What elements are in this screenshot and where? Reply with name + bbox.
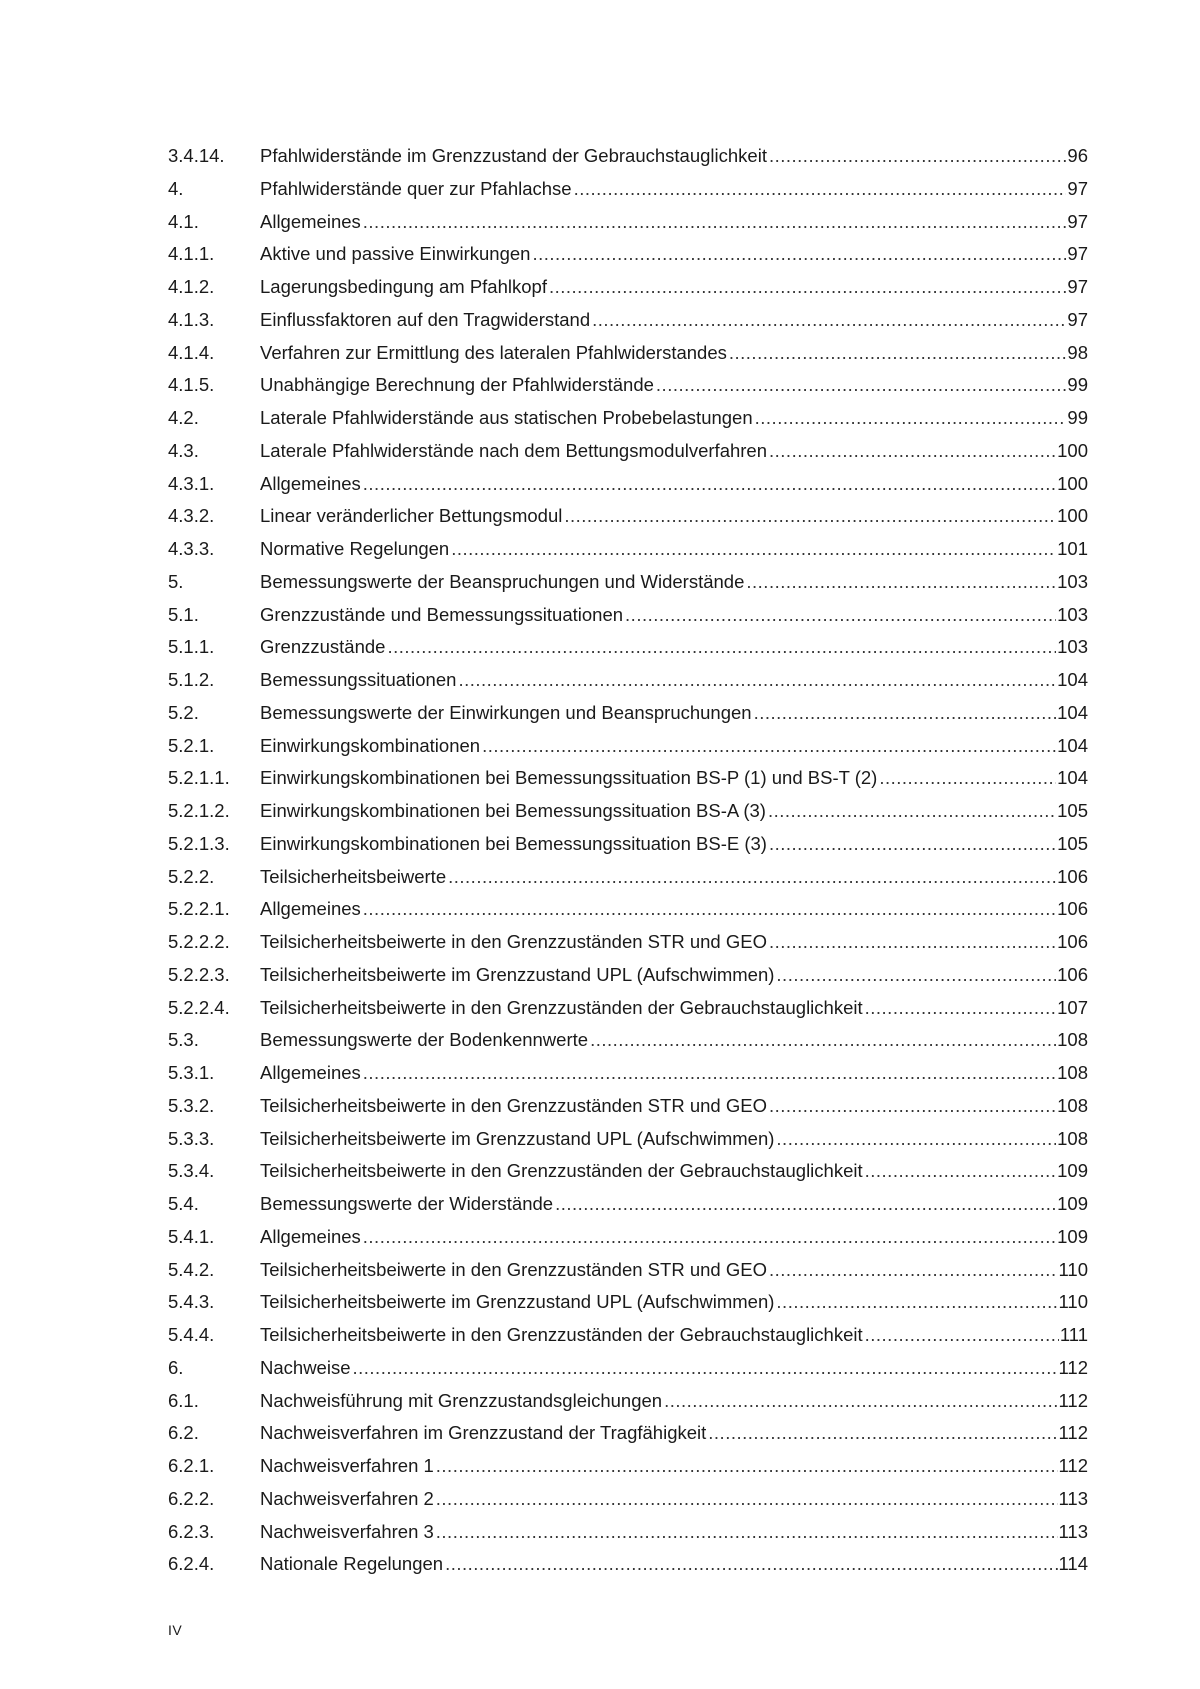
toc-dot-leader bbox=[865, 992, 1057, 1025]
toc-entry-title: Grenzzustände bbox=[260, 636, 386, 658]
toc-dot-leader bbox=[363, 1057, 1056, 1090]
toc-entry-number: 5.4.3. bbox=[168, 1291, 215, 1313]
toc-entry-title: Allgemeines bbox=[260, 1225, 361, 1247]
toc-entry[interactable] bbox=[168, 468, 1088, 501]
toc-entry-page-number: 108 bbox=[1057, 1062, 1088, 1083]
toc-entry[interactable] bbox=[168, 140, 1088, 173]
toc-entry-title: Allgemeines bbox=[260, 898, 361, 920]
toc-entry[interactable] bbox=[168, 1221, 1088, 1254]
toc-dot-leader bbox=[363, 468, 1056, 501]
toc-entry-title: Normative Regelungen bbox=[260, 538, 450, 559]
toc-dot-leader bbox=[363, 206, 1067, 239]
toc-entry[interactable] bbox=[168, 1057, 1088, 1090]
toc-entry[interactable] bbox=[168, 828, 1088, 861]
toc-entry-number: 4.1.5. bbox=[168, 374, 215, 396]
toc-entry[interactable] bbox=[168, 500, 1088, 533]
toc-entry-page-number: 97 bbox=[1067, 177, 1088, 199]
toc-entry[interactable] bbox=[168, 1483, 1088, 1516]
toc-entry-page-number: 100 bbox=[1057, 439, 1088, 461]
toc-entry[interactable] bbox=[168, 1548, 1088, 1581]
toc-entry-number: 5.4. bbox=[168, 1193, 199, 1214]
toc-entry-number: 5.1.2. bbox=[168, 669, 215, 690]
toc-entry-number: 5.3.4. bbox=[168, 1160, 215, 1182]
toc-entry-page-number: 104 bbox=[1057, 734, 1088, 756]
toc-entry[interactable] bbox=[168, 762, 1088, 795]
toc-entry-number: 5. bbox=[168, 570, 184, 592]
toc-entry[interactable] bbox=[168, 631, 1088, 664]
toc-entry-page-number: 99 bbox=[1067, 407, 1088, 428]
toc-dot-leader bbox=[458, 664, 1056, 697]
toc-dot-leader bbox=[769, 435, 1056, 468]
toc-dot-leader bbox=[755, 402, 1067, 435]
toc-entry[interactable] bbox=[168, 959, 1088, 992]
toc-entry-number: 6.2. bbox=[168, 1422, 199, 1444]
toc-entry-number: 4.1.2. bbox=[168, 276, 215, 297]
toc-entry-title: Pfahlwiderstände im Grenzzustand der Gebrauchstauglichkeit bbox=[260, 145, 767, 166]
toc-entry-title: Allgemeines bbox=[260, 210, 361, 232]
toc-entry[interactable] bbox=[168, 795, 1088, 828]
toc-entry-page-number: 111 bbox=[1059, 1324, 1088, 1345]
toc-entry-page-number: 103 bbox=[1057, 636, 1088, 658]
toc-entry-page-number: 97 bbox=[1067, 308, 1088, 330]
toc-entry[interactable] bbox=[168, 1090, 1088, 1123]
toc-dot-leader bbox=[865, 1155, 1057, 1188]
toc-entry-page-number: 104 bbox=[1057, 767, 1088, 789]
toc-dot-leader bbox=[776, 959, 1056, 992]
toc-entry-title: Nachweisverfahren im Grenzzustand der Tragfähigkeit bbox=[260, 1422, 707, 1444]
toc-entry-number: 5.2.1. bbox=[168, 734, 215, 756]
toc-entry[interactable] bbox=[168, 1450, 1088, 1483]
toc-entry[interactable] bbox=[168, 369, 1088, 402]
toc-entry-number: 5.2.1.2. bbox=[168, 800, 230, 821]
toc-entry-number: 6.2.4. bbox=[168, 1553, 215, 1575]
toc-entry-page-number: 112 bbox=[1058, 1356, 1088, 1378]
toc-dot-leader bbox=[532, 238, 1066, 271]
toc-entry-number: 6. bbox=[168, 1356, 184, 1378]
toc-dot-leader bbox=[708, 1417, 1057, 1450]
toc-entry-title: Einwirkungskombinationen bei Bemessungssituation BS-A (3) bbox=[260, 800, 766, 821]
toc-entry[interactable] bbox=[168, 566, 1088, 599]
toc-entry-number: 4.3.1. bbox=[168, 472, 215, 494]
toc-dot-leader bbox=[754, 697, 1057, 730]
toc-entry-title: Teilsicherheitsbeiwerte in den Grenzzuständen STR und GEO bbox=[260, 1258, 767, 1280]
toc-entry-title: Bemessungswerte der Bodenkennwerte bbox=[260, 1029, 589, 1051]
toc-entry-title: Teilsicherheitsbeiwerte im Grenzzustand UPL (Aufschwimmen) bbox=[260, 1127, 775, 1149]
toc-entry[interactable] bbox=[168, 1319, 1088, 1352]
toc-entry-page-number: 109 bbox=[1057, 1193, 1088, 1214]
toc-dot-leader bbox=[574, 173, 1067, 206]
toc-entry-title: Teilsicherheitsbeiwerte bbox=[260, 865, 447, 887]
toc-dot-leader bbox=[451, 533, 1056, 566]
page-number-footer: IV bbox=[168, 1622, 183, 1638]
toc-entry-page-number: 97 bbox=[1067, 276, 1088, 297]
toc-entry[interactable] bbox=[168, 1188, 1088, 1221]
toc-dot-leader bbox=[769, 926, 1056, 959]
toc-entry[interactable] bbox=[168, 1417, 1088, 1450]
toc-entry-title: Allgemeines bbox=[260, 1062, 361, 1083]
toc-entry[interactable] bbox=[168, 206, 1088, 239]
toc-entry[interactable] bbox=[168, 697, 1088, 730]
toc-entry-number: 4.2. bbox=[168, 407, 199, 428]
toc-dot-leader bbox=[776, 1286, 1057, 1319]
toc-dot-leader bbox=[549, 271, 1066, 304]
toc-entry[interactable] bbox=[168, 304, 1088, 337]
toc-dot-leader bbox=[768, 795, 1056, 828]
toc-entry-number: 5.2.2.2. bbox=[168, 931, 230, 952]
toc-entry[interactable] bbox=[168, 402, 1088, 435]
toc-dot-leader bbox=[555, 1188, 1056, 1221]
toc-entry-title: Teilsicherheitsbeiwerte in den Grenzzuständen STR und GEO bbox=[260, 1094, 767, 1116]
toc-entry-page-number: 101 bbox=[1057, 538, 1088, 559]
toc-entry-title: Verfahren zur Ermittlung des lateralen Pfahlwiderstandes bbox=[260, 341, 727, 363]
toc-entry-number: 5.3.1. bbox=[168, 1062, 215, 1083]
toc-entry-page-number: 108 bbox=[1057, 1094, 1088, 1116]
toc-entry-number: 4.3. bbox=[168, 439, 199, 461]
toc-entry-page-number: 105 bbox=[1057, 832, 1088, 854]
toc-entry-number: 4.1.1. bbox=[168, 243, 215, 265]
toc-entry-title: Nationale Regelungen bbox=[260, 1553, 444, 1575]
toc-dot-leader bbox=[769, 1090, 1056, 1123]
toc-entry-page-number: 110 bbox=[1058, 1291, 1088, 1313]
toc-entry-title: Nachweise bbox=[260, 1356, 351, 1378]
toc-entry-page-number: 99 bbox=[1067, 374, 1088, 396]
toc-entry-number: 4.1.4. bbox=[168, 341, 215, 363]
toc-dot-leader bbox=[436, 1450, 1058, 1483]
toc-dot-leader bbox=[865, 1319, 1059, 1352]
toc-entry-page-number: 112 bbox=[1058, 1422, 1088, 1444]
toc-dot-leader bbox=[769, 1254, 1058, 1287]
toc-dot-leader bbox=[769, 140, 1066, 173]
toc-entry-title: Nachweisverfahren 3 bbox=[260, 1520, 434, 1542]
toc-entry-page-number: 107 bbox=[1057, 996, 1088, 1018]
toc-entry[interactable] bbox=[168, 992, 1088, 1025]
toc-dot-leader bbox=[445, 1548, 1057, 1581]
toc-entry-number: 6.2.2. bbox=[168, 1487, 215, 1509]
toc-entry[interactable] bbox=[168, 861, 1088, 894]
toc-entry-title: Teilsicherheitsbeiwerte in den Grenzzuständen der Gebrauchstauglichkeit bbox=[260, 1160, 863, 1182]
toc-entry-number: 4.3.2. bbox=[168, 505, 215, 527]
toc-entry-number: 5.4.1. bbox=[168, 1225, 215, 1247]
toc-entry[interactable] bbox=[168, 238, 1088, 271]
toc-entry-title: Laterale Pfahlwiderstände aus statischen Probebelastungen bbox=[260, 407, 753, 428]
toc-entry-number: 5.2.2.4. bbox=[168, 996, 230, 1018]
toc-entry-page-number: 104 bbox=[1057, 701, 1088, 723]
toc-entry-title: Aktive und passive Einwirkungen bbox=[260, 243, 531, 265]
toc-entry-title: Teilsicherheitsbeiwerte in den Grenzzuständen der Gebrauchstauglichkeit bbox=[260, 996, 863, 1018]
toc-entry-title: Lagerungsbedingung am Pfahlkopf bbox=[260, 276, 547, 297]
toc-entry-page-number: 113 bbox=[1058, 1520, 1088, 1542]
toc-dot-leader bbox=[769, 828, 1056, 861]
toc-entry-page-number: 104 bbox=[1057, 669, 1088, 690]
toc-entry-title: Grenzzustände und Bemessungssituationen bbox=[260, 603, 624, 625]
toc-entry-number: 5.3. bbox=[168, 1029, 199, 1051]
toc-dot-leader bbox=[625, 599, 1056, 632]
toc-entry-title: Nachweisführung mit Grenzzustandsgleichungen bbox=[260, 1389, 663, 1411]
toc-entry-page-number: 108 bbox=[1057, 1127, 1088, 1149]
toc-entry-number: 5.2.1.3. bbox=[168, 832, 230, 854]
toc-entry-title: Bemessungswerte der Einwirkungen und Beanspruchungen bbox=[260, 701, 752, 723]
toc-entry[interactable] bbox=[168, 1385, 1088, 1418]
toc-entry-number: 4.3.3. bbox=[168, 538, 215, 559]
toc-entry[interactable] bbox=[168, 271, 1088, 304]
toc-entry-page-number: 105 bbox=[1057, 800, 1088, 821]
toc-entry-number: 5.3.2. bbox=[168, 1094, 215, 1116]
toc-dot-leader bbox=[746, 566, 1056, 599]
toc-entry-title: Pfahlwiderstände quer zur Pfahlachse bbox=[260, 177, 572, 199]
toc-dot-leader bbox=[363, 893, 1056, 926]
toc-entry-page-number: 106 bbox=[1057, 963, 1088, 985]
toc-entry-page-number: 97 bbox=[1067, 243, 1088, 265]
toc-entry[interactable] bbox=[168, 1123, 1088, 1156]
toc-entry-title: Nachweisverfahren 2 bbox=[260, 1487, 434, 1509]
toc-entry[interactable] bbox=[168, 337, 1088, 370]
toc-entry[interactable] bbox=[168, 1024, 1088, 1057]
toc-entry-number: 5.4.2. bbox=[168, 1258, 215, 1280]
toc-entry-number: 5.1.1. bbox=[168, 636, 215, 658]
toc-entry-page-number: 109 bbox=[1057, 1160, 1088, 1182]
toc-dot-leader bbox=[448, 861, 1056, 894]
toc-dot-leader bbox=[363, 1221, 1056, 1254]
toc-entry-title: Einwirkungskombinationen bbox=[260, 734, 481, 756]
toc-entry-page-number: 98 bbox=[1067, 341, 1088, 363]
toc-entry-page-number: 103 bbox=[1057, 603, 1088, 625]
toc-dot-leader bbox=[564, 500, 1056, 533]
toc-entry-number: 4. bbox=[168, 177, 184, 199]
toc-entry-title: Nachweisverfahren 1 bbox=[260, 1455, 434, 1476]
toc-entry-number: 6.2.3. bbox=[168, 1520, 215, 1542]
toc-entry-title: Teilsicherheitsbeiwerte im Grenzzustand UPL (Aufschwimmen) bbox=[260, 1291, 775, 1313]
toc-entry-page-number: 100 bbox=[1057, 505, 1088, 527]
toc-dot-leader bbox=[436, 1516, 1058, 1549]
toc-entry-title: Einwirkungskombinationen bei Bemessungssituation BS-P (1) und BS-T (2) bbox=[260, 767, 878, 789]
toc-entry-title: Allgemeines bbox=[260, 472, 361, 494]
toc-entry-page-number: 106 bbox=[1057, 898, 1088, 920]
toc-dot-leader bbox=[590, 1024, 1056, 1057]
toc-entry-number: 3.4.14. bbox=[168, 145, 225, 166]
toc-entry[interactable] bbox=[168, 435, 1088, 468]
toc-entry-title: Einflussfaktoren auf den Tragwiderstand bbox=[260, 308, 591, 330]
toc-dot-leader bbox=[387, 631, 1056, 664]
toc-entry-page-number: 103 bbox=[1057, 570, 1088, 592]
toc-entry-page-number: 114 bbox=[1058, 1553, 1088, 1575]
toc-entry-page-number: 96 bbox=[1067, 145, 1088, 166]
toc-entry-page-number: 100 bbox=[1057, 472, 1088, 494]
toc-entry-page-number: 113 bbox=[1058, 1487, 1088, 1509]
toc-entry[interactable] bbox=[168, 1254, 1088, 1287]
toc-entry-title: Bemessungssituationen bbox=[260, 669, 457, 690]
toc-entry-number: 5.4.4. bbox=[168, 1324, 215, 1345]
toc-entry-page-number: 106 bbox=[1057, 931, 1088, 952]
toc-entry-page-number: 110 bbox=[1058, 1258, 1088, 1280]
toc-dot-leader bbox=[592, 304, 1066, 337]
toc-dot-leader bbox=[353, 1352, 1058, 1385]
toc-entry-page-number: 109 bbox=[1057, 1225, 1088, 1247]
toc-dot-leader bbox=[482, 730, 1056, 763]
toc-dot-leader bbox=[436, 1483, 1058, 1516]
toc-entry-number: 5.2.2.1. bbox=[168, 898, 230, 920]
toc-entry-number: 5.2.2. bbox=[168, 865, 215, 887]
table-of-contents bbox=[168, 140, 1088, 1581]
toc-entry-title: Teilsicherheitsbeiwerte im Grenzzustand UPL (Aufschwimmen) bbox=[260, 963, 775, 985]
toc-entry-title: Teilsicherheitsbeiwerte in den Grenzzuständen der Gebrauchstauglichkeit bbox=[260, 1324, 863, 1345]
toc-entry[interactable] bbox=[168, 173, 1088, 206]
toc-entry[interactable] bbox=[168, 664, 1088, 697]
toc-dot-leader bbox=[729, 337, 1067, 370]
toc-entry-number: 5.1. bbox=[168, 603, 199, 625]
toc-entry-title: Teilsicherheitsbeiwerte in den Grenzzuständen STR und GEO bbox=[260, 931, 767, 952]
toc-entry-title: Bemessungswerte der Beanspruchungen und Widerstände bbox=[260, 570, 745, 592]
toc-entry-title: Einwirkungskombinationen bei Bemessungssituation BS-E (3) bbox=[260, 832, 767, 854]
toc-entry[interactable] bbox=[168, 1286, 1088, 1319]
toc-entry-page-number: 108 bbox=[1057, 1029, 1088, 1051]
toc-entry[interactable] bbox=[168, 730, 1088, 763]
toc-entry-page-number: 106 bbox=[1057, 865, 1088, 887]
toc-entry-page-number: 112 bbox=[1058, 1455, 1088, 1476]
toc-entry-number: 5.2. bbox=[168, 701, 199, 723]
toc-entry-number: 6.2.1. bbox=[168, 1455, 215, 1476]
toc-entry-title: Bemessungswerte der Widerstände bbox=[260, 1193, 554, 1214]
toc-entry[interactable] bbox=[168, 599, 1088, 632]
toc-entry-number: 5.2.2.3. bbox=[168, 963, 230, 985]
toc-entry-title: Unabhängige Berechnung der Pfahlwiderstände bbox=[260, 374, 654, 396]
toc-dot-leader bbox=[776, 1123, 1056, 1156]
toc-dot-leader bbox=[879, 762, 1056, 795]
toc-entry[interactable] bbox=[168, 1352, 1088, 1385]
toc-dot-leader bbox=[656, 369, 1067, 402]
toc-entry-title: Linear veränderlicher Bettungsmodul bbox=[260, 505, 563, 527]
toc-entry[interactable] bbox=[168, 1155, 1088, 1188]
toc-entry-number: 6.1. bbox=[168, 1389, 199, 1411]
toc-entry-page-number: 112 bbox=[1058, 1389, 1088, 1411]
toc-entry[interactable] bbox=[168, 1516, 1088, 1549]
toc-entry-title: Laterale Pfahlwiderstände nach dem Bettungsmodulverfahren bbox=[260, 439, 768, 461]
toc-entry[interactable] bbox=[168, 926, 1088, 959]
toc-entry[interactable] bbox=[168, 893, 1088, 926]
toc-entry-number: 5.3.3. bbox=[168, 1127, 215, 1149]
toc-dot-leader bbox=[664, 1385, 1057, 1418]
toc-entry-page-number: 97 bbox=[1067, 210, 1088, 232]
toc-entry-number: 4.1. bbox=[168, 210, 199, 232]
toc-entry[interactable] bbox=[168, 533, 1088, 566]
toc-entry-number: 4.1.3. bbox=[168, 308, 215, 330]
toc-entry-number: 5.2.1.1. bbox=[168, 767, 230, 789]
